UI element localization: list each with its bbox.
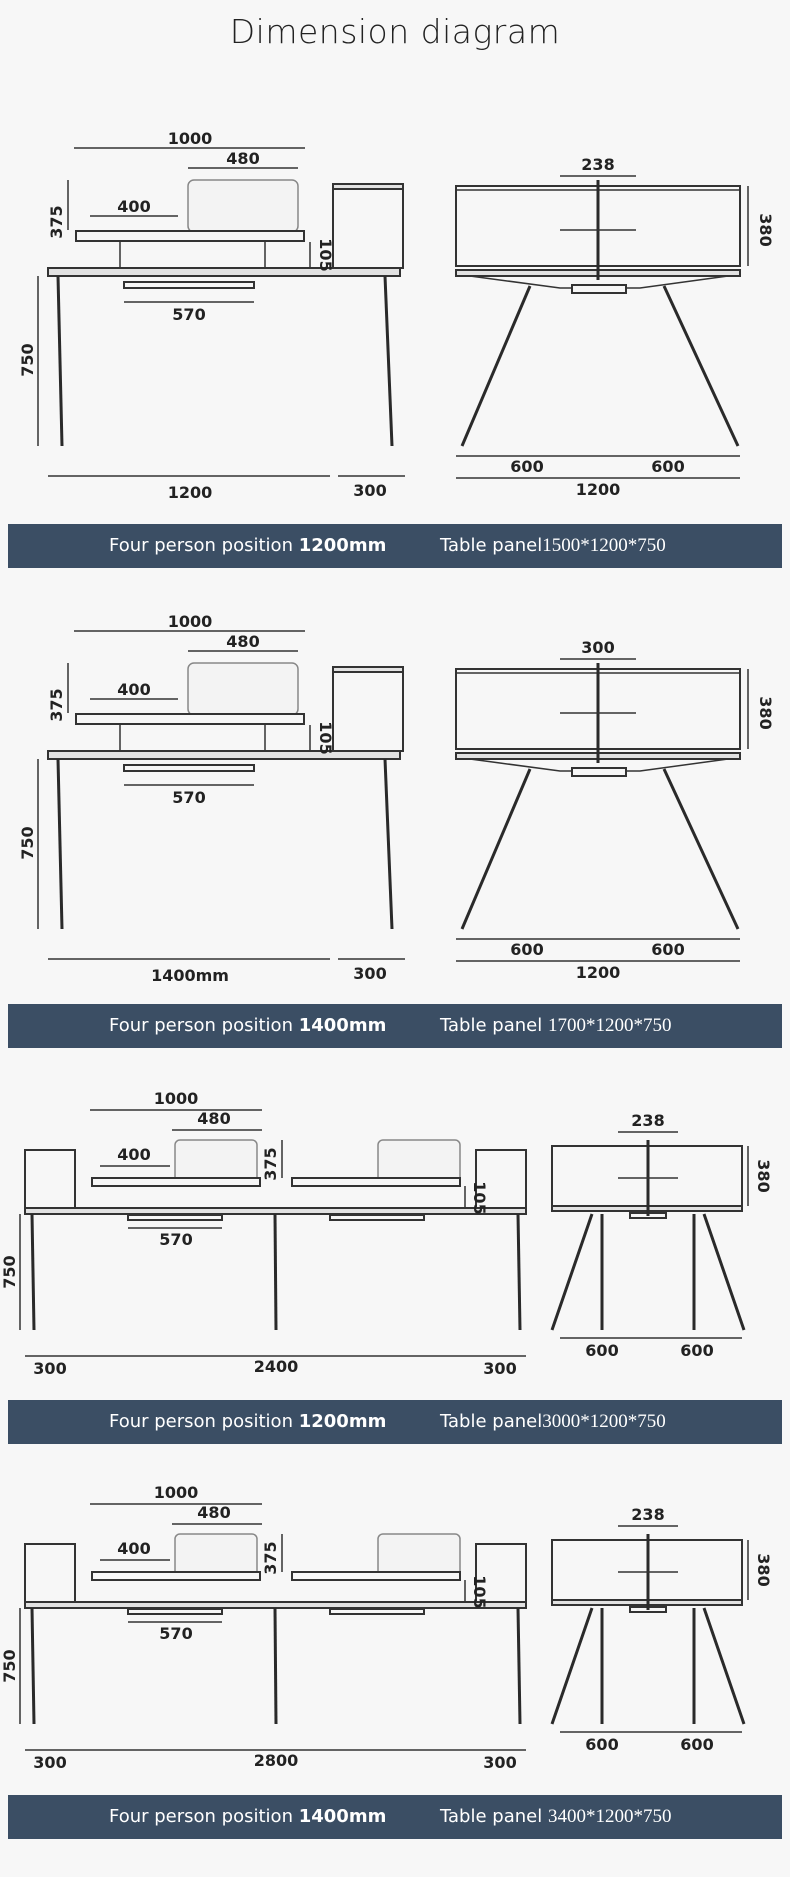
section-3-diagram bbox=[0, 1080, 790, 1420]
front-dim-left: 600 bbox=[510, 940, 544, 959]
dim-cabinet-right: 300 bbox=[483, 1753, 517, 1772]
front-dim-top: 300 bbox=[581, 638, 615, 657]
front-dim-right: 600 bbox=[680, 1735, 714, 1754]
dim-cabinet-right: 300 bbox=[483, 1359, 517, 1378]
dim-480: 480 bbox=[226, 632, 260, 651]
front-dim-height: 380 bbox=[754, 1553, 773, 1587]
dim-570: 570 bbox=[172, 305, 206, 324]
dim-375: 375 bbox=[47, 688, 66, 722]
dim-375: 375 bbox=[261, 1541, 280, 1575]
dim-480: 480 bbox=[197, 1503, 231, 1522]
cable-tray bbox=[124, 282, 254, 288]
front-dim-right: 600 bbox=[651, 457, 685, 476]
dim-400: 400 bbox=[117, 680, 151, 699]
dim-570: 570 bbox=[159, 1624, 193, 1643]
dim-570: 570 bbox=[159, 1230, 193, 1249]
side-cabinet bbox=[333, 186, 403, 268]
dim-width: 2800 bbox=[253, 1751, 299, 1770]
leg-left bbox=[58, 276, 62, 446]
dim-width: 1200 bbox=[167, 483, 213, 502]
dim-375: 375 bbox=[47, 205, 66, 239]
front-dim-top: 238 bbox=[631, 1111, 665, 1130]
dim-cabinet: 300 bbox=[353, 964, 387, 983]
dim-width: 1400mm bbox=[151, 966, 229, 985]
dim-105: 105 bbox=[470, 1575, 489, 1609]
section-1-band: Four person position 1200mm Table panel1500*1200*750 bbox=[8, 524, 782, 568]
leg-right bbox=[385, 276, 392, 446]
dim-750: 750 bbox=[18, 343, 37, 377]
double-side-view bbox=[0, 1089, 526, 1378]
front-dim-left: 600 bbox=[510, 457, 544, 476]
front-leg-right bbox=[664, 286, 738, 446]
page-title: Dimension diagram bbox=[229, 12, 561, 51]
section-4-band: Four person position 1400mm Table panel 3400*1200*750 bbox=[8, 1795, 782, 1839]
front-view bbox=[552, 1505, 773, 1754]
dim-1000: 1000 bbox=[153, 1089, 199, 1108]
section-1-diagram bbox=[0, 0, 790, 520]
dim-750: 750 bbox=[18, 826, 37, 860]
desk-top bbox=[48, 268, 400, 276]
side-view bbox=[18, 129, 405, 502]
side-view bbox=[18, 612, 405, 985]
dim-105: 105 bbox=[316, 721, 335, 755]
dim-cabinet-left: 300 bbox=[33, 1753, 67, 1772]
dim-cabinet: 300 bbox=[353, 481, 387, 500]
monitor-shelf bbox=[76, 231, 304, 241]
front-dim-height: 380 bbox=[756, 696, 775, 730]
section-2-diagram bbox=[0, 483, 790, 1003]
section-4-diagram bbox=[0, 1474, 790, 1814]
dim-570: 570 bbox=[172, 788, 206, 807]
front-dim-total: 1200 bbox=[575, 480, 621, 499]
front-dim-right: 600 bbox=[651, 940, 685, 959]
front-dim-height: 380 bbox=[756, 213, 775, 247]
dim-400: 400 bbox=[117, 1145, 151, 1164]
front-dim-right: 600 bbox=[680, 1341, 714, 1360]
dim-1000: 1000 bbox=[167, 129, 213, 148]
front-dim-total: 1200 bbox=[575, 963, 621, 982]
dim-375: 375 bbox=[261, 1147, 280, 1181]
dim-1000: 1000 bbox=[167, 612, 213, 631]
dim-750: 750 bbox=[0, 1255, 19, 1289]
dim-cabinet-left: 300 bbox=[33, 1359, 67, 1378]
front-view bbox=[456, 155, 775, 499]
dim-750: 750 bbox=[0, 1649, 19, 1683]
front-leg-left bbox=[462, 286, 530, 446]
front-dim-top: 238 bbox=[631, 1505, 665, 1524]
front-dim-left: 600 bbox=[585, 1341, 619, 1360]
front-dim-height: 380 bbox=[754, 1159, 773, 1193]
dim-400: 400 bbox=[117, 197, 151, 216]
dim-480: 480 bbox=[226, 149, 260, 168]
front-view bbox=[552, 1111, 773, 1360]
dim-105: 105 bbox=[470, 1181, 489, 1215]
dim-1000: 1000 bbox=[153, 1483, 199, 1502]
front-view bbox=[456, 638, 775, 982]
dim-105: 105 bbox=[316, 238, 335, 272]
section-3-band: Four person position 1200mm Table panel3000*1200*750 bbox=[8, 1400, 782, 1444]
front-dim-left: 600 bbox=[585, 1735, 619, 1754]
section-2-band: Four person position 1400mm Table panel 1700*1200*750 bbox=[8, 1004, 782, 1048]
double-side-view bbox=[0, 1483, 526, 1772]
dim-480: 480 bbox=[197, 1109, 231, 1128]
front-dim-top: 238 bbox=[581, 155, 615, 174]
dim-width: 2400 bbox=[253, 1357, 299, 1376]
dim-400: 400 bbox=[117, 1539, 151, 1558]
privacy-screen bbox=[188, 180, 298, 232]
